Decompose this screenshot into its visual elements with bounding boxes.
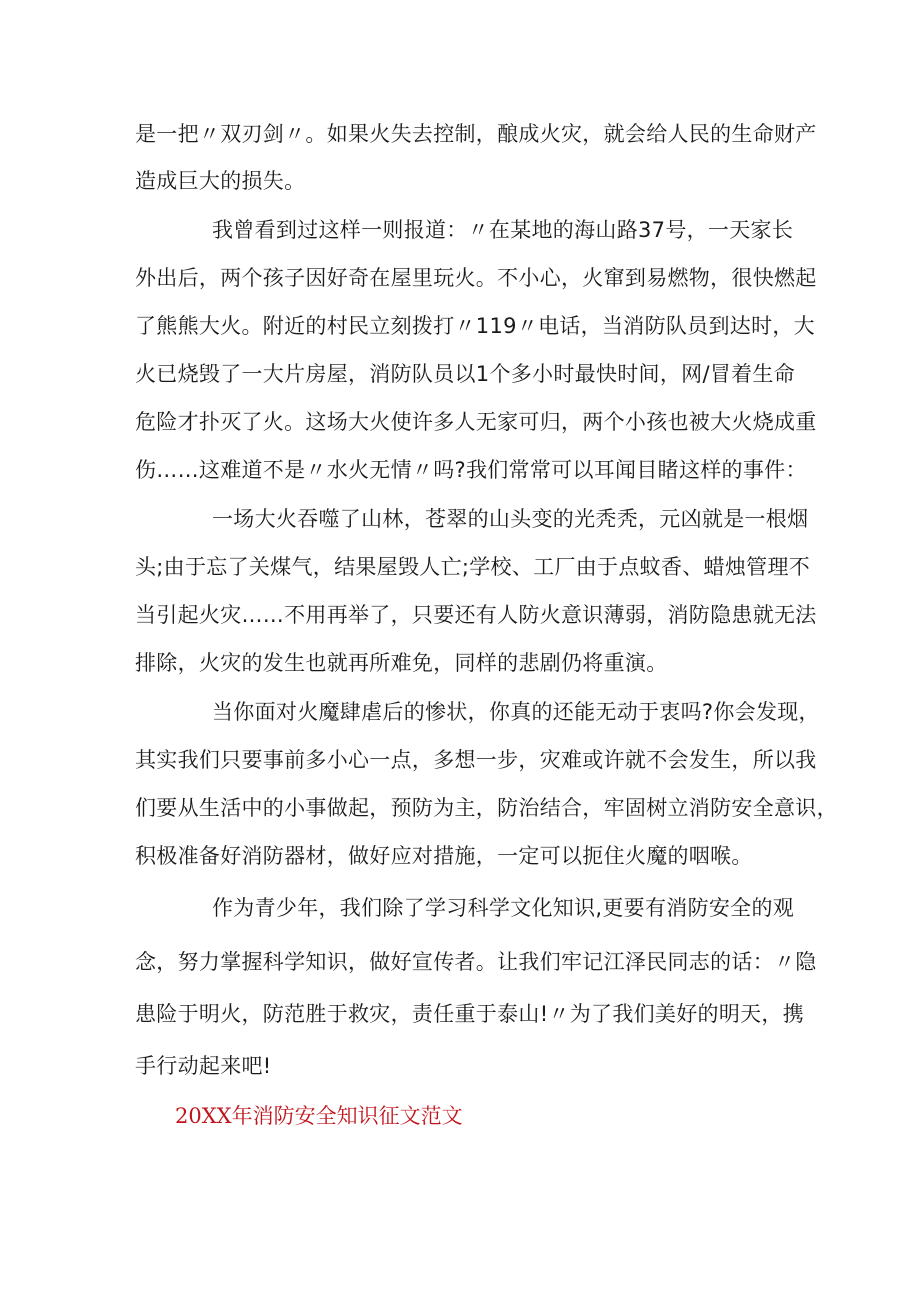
paragraph-start-line: 一场大火吞噬了山林，苍翠的山头变的光秃秃，元凶就是一根烟 <box>212 507 809 531</box>
text-line: 造成巨大的损失。 <box>135 169 306 193</box>
text-line: 危险才扑灭了火。这场大火使许多人无家可归，两个小孩也被大火烧成重 <box>135 410 817 434</box>
text-line: 患险于明火，防范胜于救灾，责任重于泰山!〃为了我们美好的明天，携 <box>135 1002 805 1026</box>
text-line: 头;由于忘了关煤气，结果屋毁人亡;学校、工厂由于点蚊香、蜡烛管理不 <box>135 555 811 579</box>
text-line: 伤……这难道不是〃水火无情〃吗?我们常常可以耳闻目睹这样的事件： <box>135 458 807 482</box>
text-line: 火已烧毁了一大片房屋，消防队员以1个多小时最快时间，网/冒着生命 <box>135 362 796 386</box>
text-line: 手行动起来吧! <box>135 1054 272 1078</box>
text-line: 排除，火灾的发生也就再所难免，同样的悲剧仍将重演。 <box>135 651 668 675</box>
text-line: 积极准备好消防器材，做好应对措施，一定可以扼住火魔的咽喉。 <box>135 844 753 868</box>
paragraph-start-line: 我曾看到过这样一则报道：〃在某地的海山路37号，一天家长 <box>212 218 794 242</box>
paragraph-start-line: 作为青少年，我们除了学习科学文化知识,更要有消防安全的观 <box>212 896 795 920</box>
text-line: 了熊熊大火。附近的村民立刻拨打〃119〃电话，当消防队员到达时，大 <box>135 314 815 338</box>
text-line: 当引起火灾……不用再举了，只要还有人防火意识薄弱，消防隐患就无法 <box>135 603 817 627</box>
paragraph-start-line: 当你面对火魔肆虐后的惨状，你真的还能无动于衷吗?你会发现， <box>212 700 820 724</box>
text-line: 念，努力掌握科学知识，做好宣传者。让我们牢记江泽民同志的话：〃隐 <box>135 950 817 974</box>
text-line: 们要从生活中的小事做起，预防为主，防治结合，牢固树立消防安全意识， <box>135 796 838 820</box>
text-line: 外出后，两个孩子因好奇在屋里玩火。不小心，火窜到易燃物，很快燃起 <box>135 266 817 290</box>
text-line: 其实我们只要事前多小心一点，多想一步，灾难或许就不会发生，所以我 <box>135 748 817 772</box>
text-line: 是一把〃双刃剑〃。如果火失去控制，酿成火灾，就会给人民的生命财产 <box>135 122 817 146</box>
section-heading: 20XX年消防安全知识征文范文 <box>175 1104 463 1128</box>
